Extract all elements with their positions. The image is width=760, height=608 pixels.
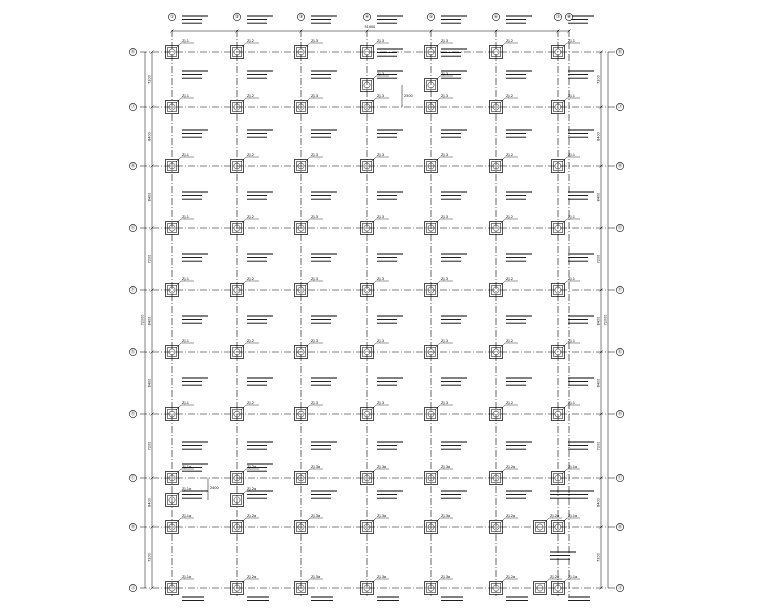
- pile-cap-tag: ZJ-1: [182, 94, 189, 98]
- dimension-lines: [141, 25, 609, 590]
- pile-cap-tag: ZJ-2a: [506, 514, 516, 518]
- left-bay-dimension: 7200: [147, 254, 152, 264]
- column-label: ⑥: [493, 14, 499, 20]
- pile-cap-tag: ZJ-3: [441, 215, 448, 219]
- right-bay-dimension: 8400: [596, 498, 601, 507]
- pile-cap-tag: ZJ-2: [247, 401, 254, 405]
- pile-cap-tag: ZJ-1a: [182, 514, 192, 518]
- pile-caps: [166, 16, 595, 601]
- pile-cap-tag: ZJ-1: [182, 153, 189, 157]
- row-label: Ⓙ: [130, 104, 136, 110]
- row-label: Ⓒ: [617, 475, 623, 481]
- pile-cap-tag: ZJ-1: [568, 94, 575, 98]
- right-bay-dimension: 8400: [596, 192, 601, 202]
- column-label: ②: [234, 14, 240, 20]
- row-label: Ⓚ: [130, 49, 136, 55]
- pile-cap-tag: ZJ-2: [247, 94, 254, 98]
- pile-cap-tag: ZJ-2: [506, 153, 513, 157]
- pile-cap-tag: ZJ-2: [247, 39, 254, 43]
- row-label: Ⓚ: [617, 49, 623, 55]
- column-label: ③: [298, 14, 304, 20]
- pile-cap-tag: ZJ-3: [377, 277, 384, 281]
- row-label: Ⓐ: [617, 585, 623, 591]
- pile-cap-tag: ZJ-1a: [568, 514, 578, 518]
- column-label: ⑧: [566, 14, 572, 20]
- pile-cap-tag: ZJ-3a: [377, 465, 387, 469]
- pile-cap-tag: ZJ-2: [506, 277, 513, 281]
- pile-cap-tag: ZJ-3: [441, 153, 448, 157]
- pile-cap-tag: ZJ-3: [311, 39, 318, 43]
- row-label: Ⓖ: [130, 225, 136, 231]
- pile-cap-tag: ZJ-2: [506, 94, 513, 98]
- pile-cap-tag: ZJ-3: [441, 277, 448, 281]
- pile-cap-tag: ZJ-3: [311, 339, 318, 343]
- pile-cap-tag: ZJ-1: [568, 401, 575, 405]
- pile-cap-tag: ZJ-3: [311, 153, 318, 157]
- pile-cap-tag: ZJ-1: [568, 215, 575, 219]
- pile-cap-tag: ZJ-2: [247, 215, 254, 219]
- pile-cap-tag: ZJ-3a: [441, 465, 451, 469]
- pile-cap-tag: ZJ-2: [506, 39, 513, 43]
- pile-cap-tag: ZJ-3: [441, 94, 448, 98]
- pile-cap-tag: ZJ-2: [506, 401, 513, 405]
- pile-cap-tag: ZJ-1: [182, 39, 189, 43]
- pile-cap-tag: ZJ-2a: [247, 514, 257, 518]
- grid-bubbles: [129, 13, 623, 591]
- pile-cap: [166, 575, 205, 601]
- row-label: Ⓒ: [130, 475, 136, 481]
- pile-cap-tag: ZJ-1: [568, 153, 575, 157]
- pile-cap-tag: ZJ-3a: [377, 575, 387, 579]
- grid-lines: [140, 30, 622, 596]
- pile-cap-tag: ZJ-2a: [550, 575, 560, 579]
- row-label: Ⓕ: [617, 287, 623, 293]
- pile-cap-tag: ZJ-1: [568, 39, 575, 43]
- pile-cap-tag: ZJ-1: [568, 277, 575, 281]
- pile-cap-tag: ZJ-3: [311, 215, 318, 219]
- pile-cap-tag: ZJ-1: [182, 215, 189, 219]
- right-bay-dimension: 7200: [596, 254, 601, 264]
- pile-cap-tag: ZJ-2a: [247, 575, 257, 579]
- row-label: Ⓔ: [130, 349, 136, 355]
- right-bay-dimension: 8400: [596, 316, 601, 326]
- pile-cap-tag: ZJ-3a: [441, 514, 451, 518]
- left-bay-dimension: 8400: [147, 498, 152, 507]
- column-label: ⑦: [555, 14, 561, 20]
- row-label: Ⓐ: [130, 585, 136, 591]
- pile-cap-tag: ZJ-3: [311, 277, 318, 281]
- pile-cap-tag: ZJ-1: [568, 339, 575, 343]
- pile-cap-tag: ZJ-1a: [182, 465, 192, 469]
- row-label: Ⓗ: [617, 163, 623, 169]
- row-label: Ⓖ: [617, 225, 623, 231]
- pile-cap-tag: ZJ-3a: [311, 514, 321, 518]
- pile-cap-tag: ZJ-3a: [311, 575, 321, 579]
- pile-cap-tag: ZJ-2: [506, 215, 513, 219]
- pile-cap-tag: ZJ-1: [182, 401, 189, 405]
- pile-cap-tag: ZJ-2: [247, 277, 254, 281]
- left-bay-dimension: 7200: [147, 553, 152, 562]
- row-label: Ⓓ: [617, 411, 623, 417]
- pile-cap-tag: ZJ-3: [377, 339, 384, 343]
- pile-cap-tag: ZJ-1a: [182, 575, 192, 579]
- pile-cap-tag: ZJ-3: [377, 39, 384, 43]
- pile-cap-tag: ZJ-3: [441, 39, 448, 43]
- pile-cap-tag: ZJ-2a: [247, 465, 257, 469]
- pile-cap-tag: ZJ-3: [377, 153, 384, 157]
- pile-cap-tag: ZJ-2: [506, 339, 513, 343]
- pile-cap-tag: ZJ-2a: [247, 487, 257, 491]
- left-bay-dimension: 8400: [147, 132, 152, 141]
- column-label: ⑤: [428, 14, 434, 20]
- right-bay-dimension: 7200: [596, 75, 601, 84]
- pile-cap-tag: ZJ-2a: [506, 465, 516, 469]
- pile-cap-tag: ZJ-3: [441, 339, 448, 343]
- top-total-dimension: 51000: [364, 25, 376, 29]
- pile-cap-tag: ZJ-3: [441, 401, 448, 405]
- row-label: Ⓙ: [617, 104, 623, 110]
- pile-cap-tag: ZJ-3: [377, 401, 384, 405]
- row-label: Ⓔ: [617, 349, 623, 355]
- left-bay-dimension: 7200: [147, 441, 152, 451]
- left-bay-dimension: 8400: [147, 378, 152, 388]
- left-total-dimension: 72000: [140, 314, 145, 326]
- left-bay-dimension: 8400: [147, 192, 152, 202]
- pile-cap-tag: ZJ-3a: [377, 514, 387, 518]
- right-bay-dimension: 7200: [596, 441, 601, 451]
- pile-cap-tag: ZJ-1a: [568, 465, 578, 469]
- pile-cap-tag: ZJ-2: [247, 339, 254, 343]
- left-bay-dimension: 8400: [147, 316, 152, 326]
- pile-cap-tag: ZJ-3: [441, 72, 448, 76]
- pile-cap-tag: ZJ-2a: [506, 575, 516, 579]
- row-label: Ⓕ: [130, 287, 136, 293]
- row-label: Ⓑ: [130, 524, 136, 530]
- right-bay-dimension: 7200: [596, 553, 601, 562]
- pile-cap-tag: ZJ-1: [182, 277, 189, 281]
- local-dimension: 2500: [404, 94, 413, 98]
- column-label: ④: [364, 14, 370, 20]
- local-dimension: 2400: [210, 486, 219, 490]
- pile-cap-tag: ZJ-3: [377, 72, 384, 76]
- row-label: Ⓗ: [130, 163, 136, 169]
- pile-cap-tag: ZJ-3: [311, 94, 318, 98]
- row-label: Ⓓ: [130, 411, 136, 417]
- pile-cap-tag: ZJ-1a: [568, 575, 578, 579]
- pile-cap-tag: ZJ-2: [247, 153, 254, 157]
- pile-cap-tag: ZJ-3: [311, 401, 318, 405]
- right-bay-dimension: 8400: [596, 132, 601, 141]
- right-total-dimension: 72000: [603, 314, 608, 326]
- row-label: Ⓑ: [617, 524, 623, 530]
- column-label: ①: [169, 14, 175, 20]
- pile-cap-tag: ZJ-3a: [311, 465, 321, 469]
- pile-cap: [490, 575, 529, 601]
- right-bay-dimension: 8400: [596, 378, 601, 388]
- pile-cap-tag: ZJ-2a: [550, 514, 560, 518]
- pile-cap-tag: ZJ-3: [377, 215, 384, 219]
- pile-cap-tag: ZJ-3: [377, 94, 384, 98]
- left-bay-dimension: 7200: [147, 75, 152, 84]
- pile-cap-tag: ZJ-1a: [182, 487, 192, 491]
- pile-cap-tag: ZJ-1: [182, 339, 189, 343]
- pile-cap-tag: ZJ-3a: [441, 575, 451, 579]
